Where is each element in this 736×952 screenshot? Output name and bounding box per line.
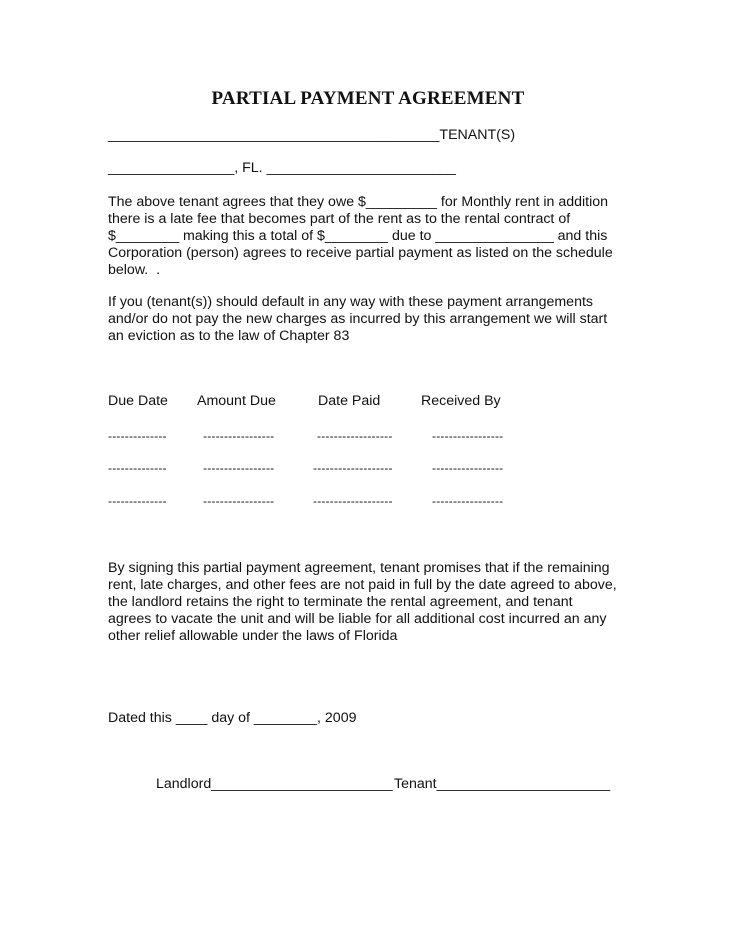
blank-date-paid: -------------------	[313, 494, 393, 508]
paragraph-line: and/or do not pay the new charges as incurred by this arrangement we will start	[108, 311, 608, 327]
blank-due-date: --------------	[108, 461, 167, 475]
header-received-by: Received By	[421, 393, 501, 409]
address-line: ________________, FL. ________________________	[108, 160, 456, 176]
blank-amount-due: -----------------	[203, 429, 275, 443]
paragraph-line: agrees to vacate the unit and will be liable for all additional cost incurred an any	[108, 611, 607, 627]
default-paragraph	[108, 294, 628, 345]
paragraph-line: the landlord retains the right to terminate the rental agreement, and tenant	[108, 594, 573, 610]
tenant-signature-line: Tenant______________________	[394, 776, 611, 792]
header-amount-due: Amount Due	[197, 393, 276, 409]
terms-paragraph	[108, 560, 628, 645]
document-title: PARTIAL PAYMENT AGREEMENT	[211, 88, 525, 109]
paragraph-line: there is a late fee that becomes part of the rent as to the rental contract of	[108, 211, 571, 227]
blank-amount-due: -----------------	[203, 461, 275, 475]
blank-due-date: --------------	[108, 429, 167, 443]
blank-amount-due: -----------------	[203, 494, 275, 508]
paragraph-line: If you (tenant(s)) should default in any way with these payment arrangements	[108, 294, 593, 310]
paragraph-line: The above tenant agrees that they owe $_________ for Monthly rent in addition	[108, 194, 609, 210]
dated-line: Dated this ____ day of ________, 2009	[108, 710, 357, 726]
blank-received-by: -----------------	[432, 429, 504, 443]
paragraph-line: other relief allowable under the laws of Florida	[108, 628, 398, 644]
paragraph-line: By signing this partial payment agreement, tenant promises that if the remaining	[108, 560, 610, 576]
paragraph-line: rent, late charges, and other fees are not paid in full by the date agreed to above,	[108, 577, 617, 593]
paragraph-line: below. .	[108, 262, 161, 278]
blank-date-paid: -------------------	[313, 461, 393, 475]
landlord-signature-line: Landlord_______________________	[156, 776, 393, 792]
paragraph-line: $________ making this a total of $________ due to _______________ and this	[108, 228, 608, 244]
paragraph-line: an eviction as to the law of Chapter 83	[108, 328, 350, 344]
blank-received-by: -----------------	[432, 494, 504, 508]
blank-date-paid: ------------------	[317, 429, 393, 443]
blank-received-by: -----------------	[432, 461, 504, 475]
blank-due-date: --------------	[108, 494, 167, 508]
header-date-paid: Date Paid	[318, 393, 381, 409]
header-due-date: Due Date	[108, 393, 168, 409]
agreement-paragraph	[108, 194, 628, 279]
paragraph-line: Corporation (person) agrees to receive partial payment as listed on the schedule	[108, 245, 613, 261]
tenant-name-line: __________________________________________TENANT(S)	[108, 127, 516, 143]
